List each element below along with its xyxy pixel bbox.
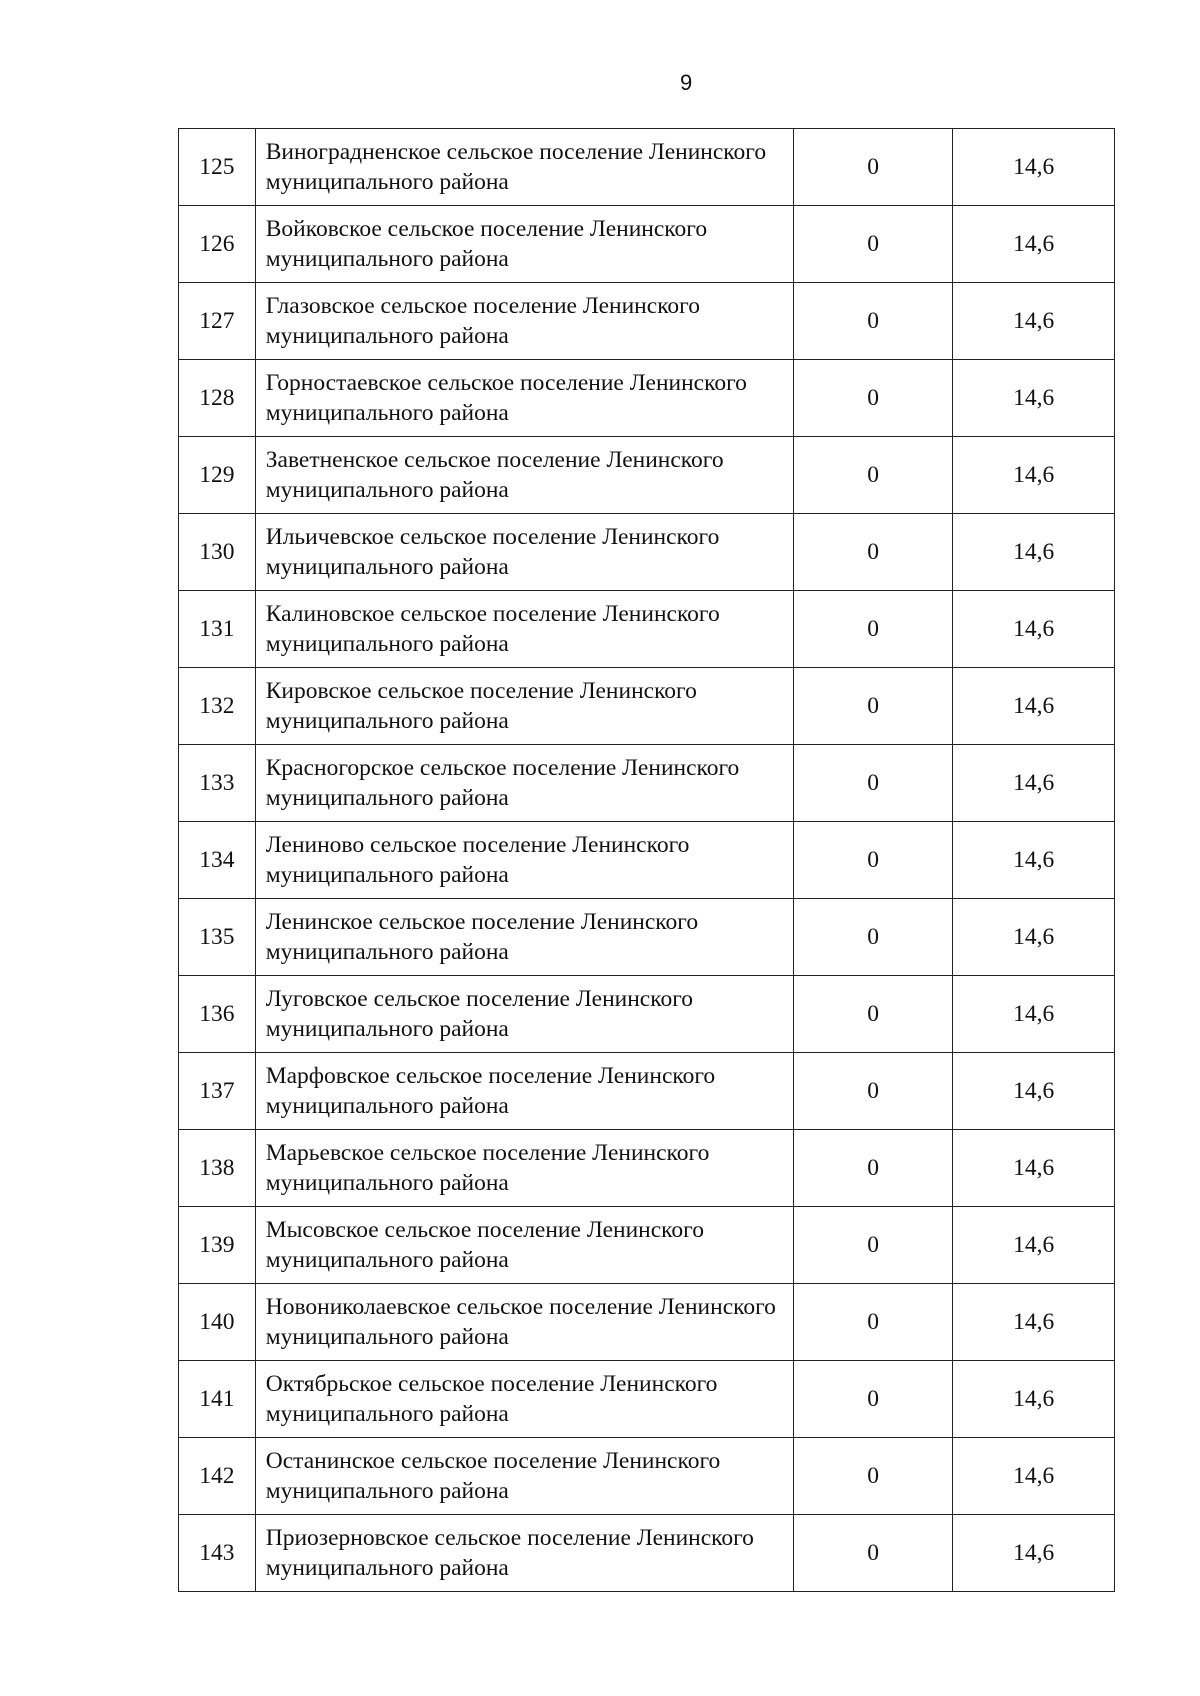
settlement-name-cell: Заветненское сельское поселение Ленинского муниципального района [255,437,793,514]
value-b-cell: 14,6 [953,1053,1115,1130]
row-number-cell: 139 [179,1207,256,1284]
value-b-cell: 14,6 [953,668,1115,745]
value-a-cell: 0 [793,1515,953,1592]
value-b-cell: 14,6 [953,976,1115,1053]
table-row [179,437,1115,514]
settlement-name-cell: Новониколаевское сельское поселение Ленинского муниципального района [255,1284,793,1361]
table-row [179,1130,1115,1207]
value-a-cell: 0 [793,437,953,514]
page-number-text: 9 [680,70,693,95]
settlement-name-cell: Калиновское сельское поселение Ленинского муниципального района [255,591,793,668]
row-number-cell: 136 [179,976,256,1053]
table-row [179,1207,1115,1284]
value-a-cell: 0 [793,976,953,1053]
value-a-cell: 0 [793,1284,953,1361]
row-number-cell: 130 [179,514,256,591]
settlement-name-cell: Луговское сельское поселение Ленинского муниципального района [255,976,793,1053]
row-number-cell: 126 [179,206,256,283]
value-a-cell: 0 [793,668,953,745]
value-b-cell: 14,6 [953,1284,1115,1361]
row-number-cell: 142 [179,1438,256,1515]
table-row [179,591,1115,668]
settlement-name-cell: Марфовское сельское поселение Ленинского муниципального района [255,1053,793,1130]
table-row [179,899,1115,976]
value-b-cell: 14,6 [953,437,1115,514]
value-a-cell: 0 [793,514,953,591]
value-a-cell: 0 [793,360,953,437]
value-a-cell: 0 [793,1207,953,1284]
table-row [179,1515,1115,1592]
value-b-cell: 14,6 [953,514,1115,591]
value-a-cell: 0 [793,1361,953,1438]
table-row [179,1361,1115,1438]
table-row [179,668,1115,745]
row-number-cell: 143 [179,1515,256,1592]
value-a-cell: 0 [793,206,953,283]
settlement-name-cell: Останинское сельское поселение Ленинского муниципального района [255,1438,793,1515]
value-b-cell: 14,6 [953,1207,1115,1284]
value-a-cell: 0 [793,822,953,899]
row-number-cell: 135 [179,899,256,976]
value-b-cell: 14,6 [953,745,1115,822]
settlement-name-cell: Лениново сельское поселение Ленинского муниципального района [255,822,793,899]
settlement-name-cell: Кировское сельское поселение Ленинского муниципального района [255,668,793,745]
row-number-cell: 134 [179,822,256,899]
row-number-cell: 125 [179,129,256,206]
settlement-name-cell: Красногорское сельское поселение Ленинского муниципального района [255,745,793,822]
table-row [179,206,1115,283]
value-a-cell: 0 [793,1053,953,1130]
row-number-cell: 128 [179,360,256,437]
table-row [179,360,1115,437]
value-b-cell: 14,6 [953,899,1115,976]
table-row [179,976,1115,1053]
value-a-cell: 0 [793,745,953,822]
settlement-name-cell: Октябрьское сельское поселение Ленинского муниципального района [255,1361,793,1438]
table-row [179,745,1115,822]
table-row [179,283,1115,360]
row-number-cell: 138 [179,1130,256,1207]
value-b-cell: 14,6 [953,1438,1115,1515]
table-row [179,822,1115,899]
row-number-cell: 141 [179,1361,256,1438]
value-a-cell: 0 [793,591,953,668]
row-number-cell: 140 [179,1284,256,1361]
value-b-cell: 14,6 [953,283,1115,360]
table-row [179,1438,1115,1515]
value-b-cell: 14,6 [953,1515,1115,1592]
settlement-name-cell: Горностаевское сельское поселение Ленинского муниципального района [255,360,793,437]
value-b-cell: 14,6 [953,822,1115,899]
row-number-cell: 132 [179,668,256,745]
settlement-name-cell: Войковское сельское поселение Ленинского муниципального района [255,206,793,283]
settlement-name-cell: Глазовское сельское поселение Ленинского муниципального района [255,283,793,360]
settlement-name-cell: Марьевское сельское поселение Ленинского муниципального района [255,1130,793,1207]
settlement-name-cell: Ленинское сельское поселение Ленинского муниципального района [255,899,793,976]
row-number-cell: 137 [179,1053,256,1130]
value-a-cell: 0 [793,1438,953,1515]
row-number-cell: 133 [179,745,256,822]
settlement-name-cell: Ильичевское сельское поселение Ленинского муниципального района [255,514,793,591]
table-row [179,1053,1115,1130]
table-row [179,1284,1115,1361]
settlements-table [178,128,1115,1592]
settlement-name-cell: Мысовское сельское поселение Ленинского муниципального района [255,1207,793,1284]
value-b-cell: 14,6 [953,591,1115,668]
value-b-cell: 14,6 [953,360,1115,437]
row-number-cell: 131 [179,591,256,668]
table-body [179,129,1115,1592]
value-a-cell: 0 [793,1130,953,1207]
settlement-name-cell: Виноградненское сельское поселение Ленинского муниципального района [255,129,793,206]
value-a-cell: 0 [793,283,953,360]
settlement-name-cell: Приозерновское сельское поселение Ленинского муниципального района [255,1515,793,1592]
value-b-cell: 14,6 [953,129,1115,206]
row-number-cell: 127 [179,283,256,360]
value-b-cell: 14,6 [953,206,1115,283]
value-a-cell: 0 [793,899,953,976]
row-number-cell: 129 [179,437,256,514]
table-row [179,129,1115,206]
value-b-cell: 14,6 [953,1130,1115,1207]
value-a-cell: 0 [793,129,953,206]
table-row [179,514,1115,591]
value-b-cell: 14,6 [953,1361,1115,1438]
